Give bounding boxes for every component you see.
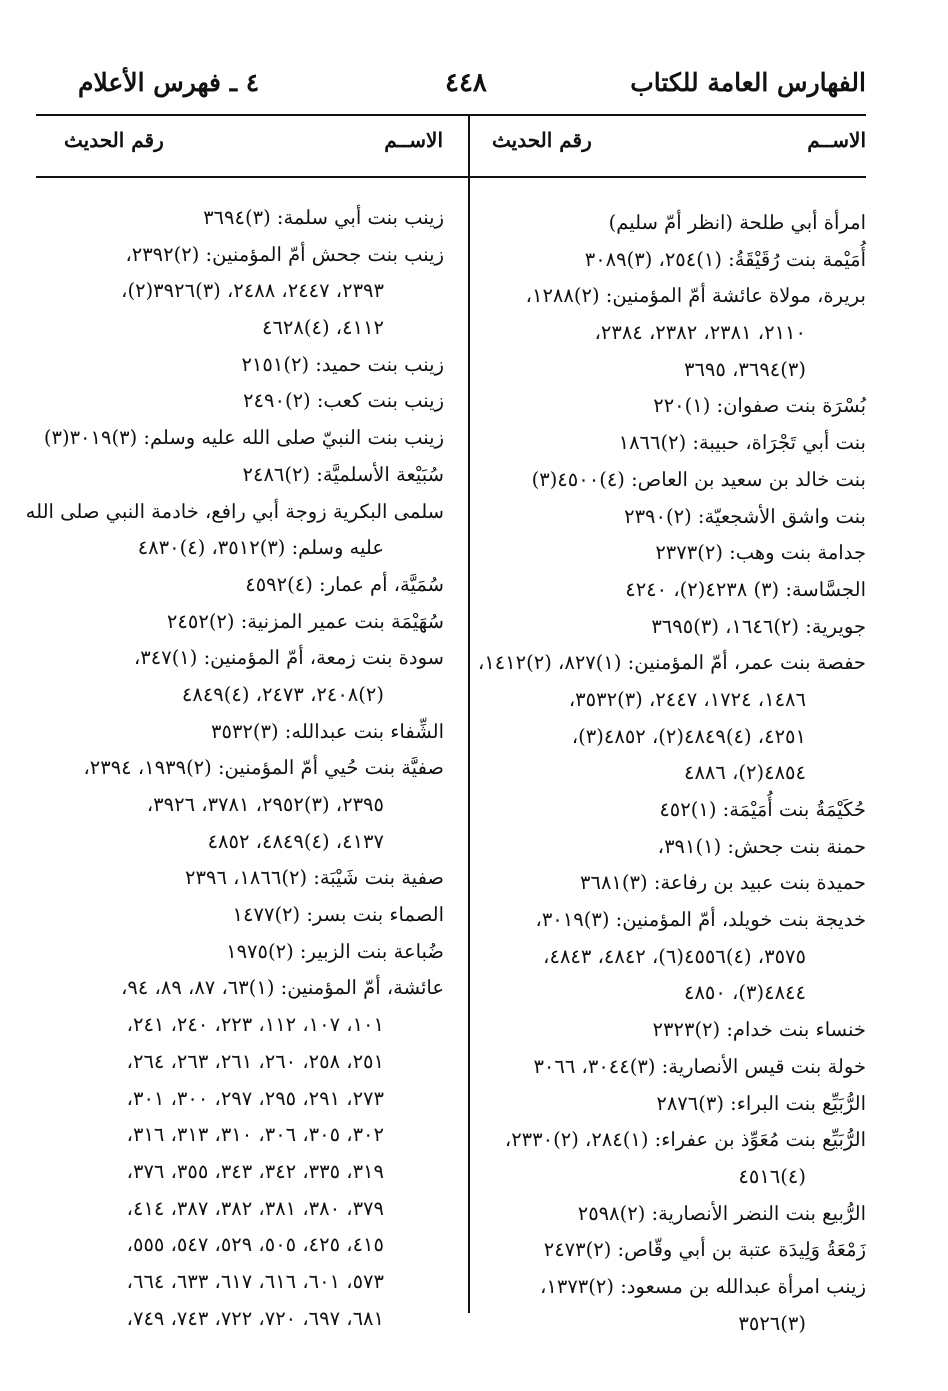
index-entry: بنت خالد بن سعيد بن العاص: (٤)٤٥٠٠(٣) [531,467,866,491]
index-entry-continuation: ٣٥٧٥، (٤)٤٥٥٦(٦)، ٤٨٤٢، ٤٨٤٣، [543,944,806,968]
index-entry: زينب بنت أبي سلمة: (٣)٣٦٩٤ [203,206,444,229]
index-entry-continuation: ٤١٥، ٤٢٥، ٥٠٥، ٥٢٩، ٥٤٧، ٥٥٥، [126,1233,384,1257]
index-entry-continuation: ٤١١٢، (٤)٤٦٢٨ [261,316,384,340]
index-entry-continuation: ٢١١٠، ٢٣٨١، ٢٣٨٢، ٢٣٨٤، [594,321,806,345]
index-entry-continuation: (٤)٤٥١٦ [738,1164,806,1188]
page-number: ٤٤٨ [445,68,487,98]
running-title: الفهارس العامة للكتاب [630,68,866,97]
index-entry: زَمْعَةُ وَلِيدَة عتبة بن أبي وقّاص: (٢)٢٤٧٣ [543,1238,866,1262]
index-entry-continuation: ١٤٨٦، ١٧٢٤، ٢٤٤٧، (٣)٣٥٣٢، [568,687,806,711]
index-entry-continuation: ٤٨٤٤(٣)، ٤٨٥٠ [683,981,806,1005]
index-entry: خنساء بنت خدام: (٢)٢٣٢٣ [652,1018,866,1042]
index-entry: سلمى البكرية زوجة أبي رافع، خادمة النبي صلى الله [25,499,444,523]
index-entry: زينب امرأة عبدالله بن مسعود: (٢)١٣٧٣، [540,1274,866,1298]
index-entry: سُبَيْعة الأسلميَّة: (٢)٢٤٨٦ [242,462,444,486]
index-entry-continuation: (٣)٣٥٢٦ [738,1311,806,1335]
index-entry-continuation: ٢٣٩٥، (٣)٢٩٥٢، ٣٧٨١، ٣٩٢٦، [146,793,384,816]
index-entry: خديجة بنت خويلد، أمّ المؤمنين: (٣)٣٠١٩، [535,908,866,932]
index-entry: زينب بنت جحش أمّ المؤمنين: (٢)٢٣٩٢، [125,242,444,266]
section-title: ٤ ـ فهرس الأعلام [78,68,260,97]
index-entry: بنت أبي تَجْرَاة، حبيبة: (٢)١٨٦٦ [618,431,866,455]
index-entry: جويرية: (٢)١٦٤٦، (٣)٣٦٩٥ [651,614,866,638]
index-entry: الشِّفاء بنت عبدالله: (٣)٣٥٣٢ [211,719,444,743]
index-entry-continuation: ٣٧٩، ٣٨٠، ٣٨١، ٣٨٢، ٣٨٧، ٤١٤، [126,1196,384,1220]
index-entry-continuation: عليه وسلم: (٣)٣٥١٢، (٤)٤٨٣٠ [137,536,384,560]
column-divider [468,114,470,1313]
index-entry: صفية بنت شَيْبَة: (٢)١٨٦٦، ٢٣٩٦ [185,866,444,890]
index-entry-continuation: ٦٨١، ٦٩٧، ٧٢٠، ٧٢٢، ٧٤٣، ٧٤٩، [126,1306,384,1330]
index-entry: أُمَيْمة بنت رُقَيْقَةُ: (١)٢٥٤، (٣)٣٠٨٩ [584,247,866,271]
index-entry-continuation: ٢٥١، ٢٥٨، ٢٦٠، ٢٦١، ٢٦٣، ٢٦٤، [126,1049,384,1073]
index-entry-continuation: ٥٧٣، ٦٠١، ٦١٦، ٦١٧، ٦٣٣، ٦٦٤، [126,1269,384,1293]
left-number-header: رقم الحديث [64,128,164,152]
index-entry: خولة بنت قيس الأنصارية: (٣)٣٠٤٤، ٣٠٦٦ [533,1054,866,1078]
index-entry: زينب بنت النبيّ صلى الله عليه وسلم: (٣)٣٠١٩(٣) [43,426,444,450]
index-entry: الجسَّاسة: (٣) ٤٢٣٨(٢)، ٤٢٤٠ [625,577,866,601]
index-entry-continuation: ٤٨٥٤(٢)، ٤٨٨٦ [683,761,806,785]
header-rule [36,114,866,116]
index-entry: سُمَيَّة، أم عمار: (٤)٤٥٩٢ [245,572,444,596]
right-number-header: رقم الحديث [492,128,592,152]
index-entry-continuation: ٢٧٣، ٢٩١، ٢٩٥، ٢٩٧، ٣٠٠، ٣٠١، [126,1086,384,1110]
index-entry: بريرة، مولاة عائشة أمّ المؤمنين: (٢)١٢٨٨، [525,284,866,308]
index-entry: زينب بنت حميد: (٢)٢١٥١ [241,352,444,376]
index-entry-continuation: ٣٠٢، ٣٠٥، ٣٠٦، ٣١٠، ٣١٣، ٣١٦، [126,1123,384,1147]
index-entry: زينب بنت كعب: (٢)٢٤٩٠ [243,389,444,413]
index-entry: امرأة أبي طلحة (انظر أمّ سليم) [608,211,866,234]
index-entry: الرُّبَيِّع بنت البراء: (٣)٢٨٧٦ [656,1091,866,1115]
index-entry: حمنة بنت جحش: (١)٣٩١، [657,834,866,858]
right-column [474,205,866,1342]
index-entry: الصماء بنت بسر: (٢)١٤٧٧ [232,903,444,927]
index-entry: حفصة بنت عمر، أمّ المؤمنين: (١)٨٢٧، (٢)١٤١٢، [477,651,866,675]
index-entry-continuation: (٢)٢٤٠٨، ٢٤٧٣، (٤)٤٨٤٩ [181,682,384,706]
index-entry: الرُّبيع بنت النضر الأنصارية: (٢)٢٥٩٨ [577,1201,866,1225]
index-entry: ضُباعة بنت الزبير: (٢)١٩٧٥ [226,939,444,963]
column-header-rule [36,176,866,178]
index-entry-continuation: ٤٢٥١، (٤)٤٨٤٩(٢)، ٤٨٥٢(٣)، [571,724,806,748]
index-entry: سُهَيْمَة بنت عمير المزنية: (٢)٢٤٥٢ [166,609,444,633]
index-entry: بُسْرَة بنت صفوان: (١)٢٢٠ [653,394,866,418]
index-entry: صفيَّة بنت حُيي أمّ المؤمنين: (٢)١٩٣٩، ٢٣٩٤، [83,756,444,780]
index-entry: سودة بنت زمعة، أمّ المؤمنين: (١)٣٤٧، [133,646,444,670]
index-entry: عائشة، أمّ المؤمنين: (١)٦٣، ٨٧، ٨٩، ٩٤، [121,976,444,1000]
index-entry-continuation: (٣)٣٦٩٤، ٣٦٩٥ [683,357,806,381]
index-entry: حميدة بنت عبيد بن رفاعة: (٣)٣٦٨١ [580,871,866,895]
index-entry-continuation: ٣١٩، ٣٣٥، ٣٤٢، ٣٤٣، ٣٥٥، ٣٧٦، [126,1159,384,1183]
index-entry: بنت واشق الأشجعيّة: (٢)٢٣٩٠ [624,504,866,528]
left-name-header: الاســم [384,128,443,152]
left-column [25,200,444,1337]
index-entry-continuation: ٢٣٩٣، ٢٤٤٧، ٢٤٨٨، (٣)٣٩٢٦(٢)، [121,279,384,303]
index-entry: حُكَيْمَةُ بنت أُمَيْمَة: (١)٤٥٢ [659,798,866,821]
index-entry: جدامة بنت وهب: (٢)٢٣٧٣ [655,541,866,565]
index-entry-continuation: ٤١٣٧، (٤)٤٨٤٩، ٤٨٥٢ [207,829,384,853]
index-entry: الرُّبَيِّع بنت مُعَوِّذ بن عفراء: (١)٢٨٤، (٢)٢٣٣٠، [504,1128,866,1152]
index-entry-continuation: ١٠١، ١٠٧، ١١٢، ٢٢٣، ٢٤٠، ٢٤١، [126,1013,384,1037]
right-name-header: الاســم [807,128,866,152]
